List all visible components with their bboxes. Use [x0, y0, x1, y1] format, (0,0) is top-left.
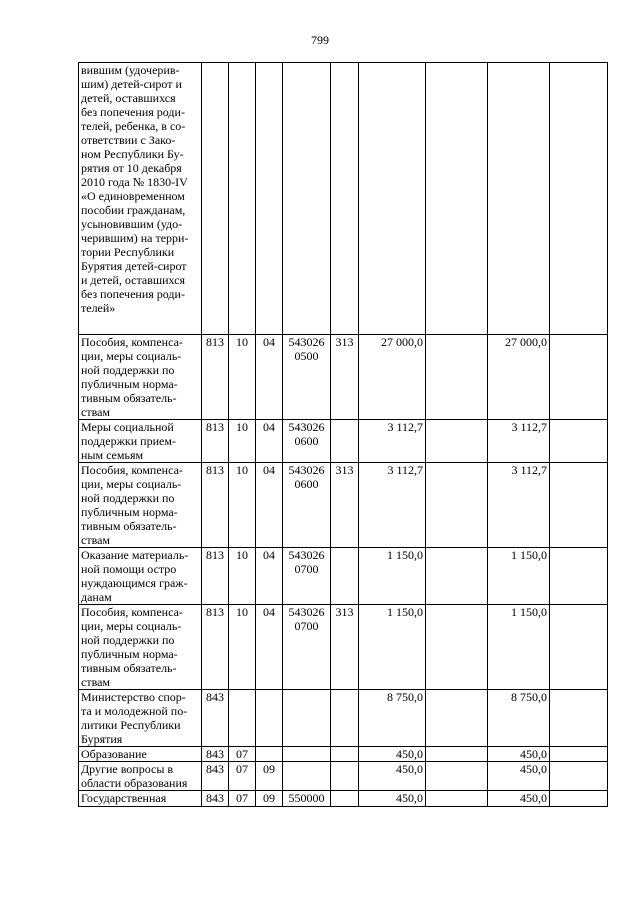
item-name: вившим (удочерив- шим) детей-сирот и детей, оставшихся без попечения роди- телей, ребенка, в со- ответствии с Зако- ном Республики Бу- рятия от 10 декабря 2010 года № 1830-IV «О единовременном пособии гражданам, усыновившим (удо- черившим) на терри- тории Республики Бурятия детей-сирот и детей, оставшихся без попечения роди- телей»	[79, 63, 202, 335]
table-row	[79, 420, 608, 463]
subsection-code: 09	[256, 791, 283, 807]
column-8	[426, 747, 488, 762]
section-code	[229, 690, 256, 747]
section-code: 07	[229, 747, 256, 762]
subsection-code: 04	[256, 548, 283, 605]
section-code: 10	[229, 420, 256, 463]
item-name: Другие вопросы в области образования	[79, 762, 202, 791]
item-name: Пособия, компенса- ции, меры социаль- ной поддержки по публичным норма- тивным обязатель- ствам	[79, 463, 202, 548]
expense-type-code	[331, 63, 359, 335]
target-article-code	[283, 762, 331, 791]
table-row	[79, 605, 608, 690]
table-row	[79, 762, 608, 791]
amount: 3 112,7	[359, 420, 426, 463]
subsection-code	[256, 747, 283, 762]
column-8	[426, 420, 488, 463]
table-row	[79, 335, 608, 420]
target-article-code: 543026 0600	[283, 463, 331, 548]
amount: 8 750,0	[359, 690, 426, 747]
column-10	[550, 335, 608, 420]
item-name: Образование	[79, 747, 202, 762]
target-article-code	[283, 690, 331, 747]
subsection-code: 04	[256, 605, 283, 690]
column-10	[550, 420, 608, 463]
item-name: Пособия, компенса- ции, меры социаль- ной поддержки по публичным норма- тивным обязатель- ствам	[79, 605, 202, 690]
target-article-code: 550000	[283, 791, 331, 807]
item-name: Министерство спор- та и молодежной по- литики Республики Бурятия	[79, 690, 202, 747]
amount	[359, 63, 426, 335]
table-row	[79, 747, 608, 762]
expense-type-code	[331, 747, 359, 762]
column-8	[426, 548, 488, 605]
table-row	[79, 548, 608, 605]
section-code: 10	[229, 548, 256, 605]
column-8	[426, 762, 488, 791]
subsection-code: 09	[256, 762, 283, 791]
expense-type-code	[331, 762, 359, 791]
table-row	[79, 463, 608, 548]
grbs-code: 843	[202, 690, 229, 747]
column-10	[550, 63, 608, 335]
amount: 450,0	[359, 747, 426, 762]
amount-total: 1 150,0	[488, 548, 550, 605]
column-10	[550, 762, 608, 791]
table-row	[79, 63, 608, 335]
amount: 3 112,7	[359, 463, 426, 548]
subsection-code	[256, 690, 283, 747]
section-code: 07	[229, 791, 256, 807]
subsection-code: 04	[256, 463, 283, 548]
column-10	[550, 791, 608, 807]
target-article-code: 543026 0700	[283, 605, 331, 690]
subsection-code	[256, 63, 283, 335]
column-10	[550, 463, 608, 548]
target-article-code: 543026 0500	[283, 335, 331, 420]
column-10	[550, 548, 608, 605]
amount-total: 1 150,0	[488, 605, 550, 690]
grbs-code: 813	[202, 548, 229, 605]
section-code: 07	[229, 762, 256, 791]
column-8	[426, 605, 488, 690]
expense-type-code: 313	[331, 605, 359, 690]
item-name: Оказание материаль- ной помощи остро нуждающимся граж- данам	[79, 548, 202, 605]
grbs-code: 843	[202, 762, 229, 791]
target-article-code	[283, 63, 331, 335]
amount-total: 450,0	[488, 762, 550, 791]
amount: 1 150,0	[359, 605, 426, 690]
grbs-code: 813	[202, 335, 229, 420]
section-code	[229, 63, 256, 335]
amount-total: 8 750,0	[488, 690, 550, 747]
expense-type-code	[331, 420, 359, 463]
grbs-code: 843	[202, 791, 229, 807]
table-row	[79, 791, 608, 807]
amount-total: 450,0	[488, 791, 550, 807]
column-10	[550, 747, 608, 762]
target-article-code: 543026 0700	[283, 548, 331, 605]
item-name: Государственная	[79, 791, 202, 807]
subsection-code: 04	[256, 335, 283, 420]
budget-table	[78, 62, 608, 807]
expense-type-code	[331, 791, 359, 807]
column-8	[426, 63, 488, 335]
target-article-code: 543026 0600	[283, 420, 331, 463]
grbs-code: 843	[202, 747, 229, 762]
amount-total: 3 112,7	[488, 463, 550, 548]
grbs-code: 813	[202, 420, 229, 463]
amount: 1 150,0	[359, 548, 426, 605]
amount: 450,0	[359, 762, 426, 791]
subsection-code: 04	[256, 420, 283, 463]
item-name: Меры социальной поддержки прием- ным семьям	[79, 420, 202, 463]
amount-total: 27 000,0	[488, 335, 550, 420]
expense-type-code: 313	[331, 463, 359, 548]
amount-total: 450,0	[488, 747, 550, 762]
grbs-code: 813	[202, 463, 229, 548]
amount-total: 3 112,7	[488, 420, 550, 463]
amount: 27 000,0	[359, 335, 426, 420]
amount: 450,0	[359, 791, 426, 807]
column-8	[426, 791, 488, 807]
expense-type-code	[331, 690, 359, 747]
column-8	[426, 463, 488, 548]
item-name: Пособия, компенса- ции, меры социаль- ной поддержки по публичным норма- тивным обязатель- ствам	[79, 335, 202, 420]
grbs-code	[202, 63, 229, 335]
table-row	[79, 690, 608, 747]
expense-type-code	[331, 548, 359, 605]
target-article-code	[283, 747, 331, 762]
column-8	[426, 335, 488, 420]
column-10	[550, 605, 608, 690]
section-code: 10	[229, 335, 256, 420]
section-code: 10	[229, 463, 256, 548]
column-10	[550, 690, 608, 747]
grbs-code: 813	[202, 605, 229, 690]
section-code: 10	[229, 605, 256, 690]
expense-type-code: 313	[331, 335, 359, 420]
amount-total	[488, 63, 550, 335]
column-8	[426, 690, 488, 747]
page-number: 799	[311, 33, 329, 47]
